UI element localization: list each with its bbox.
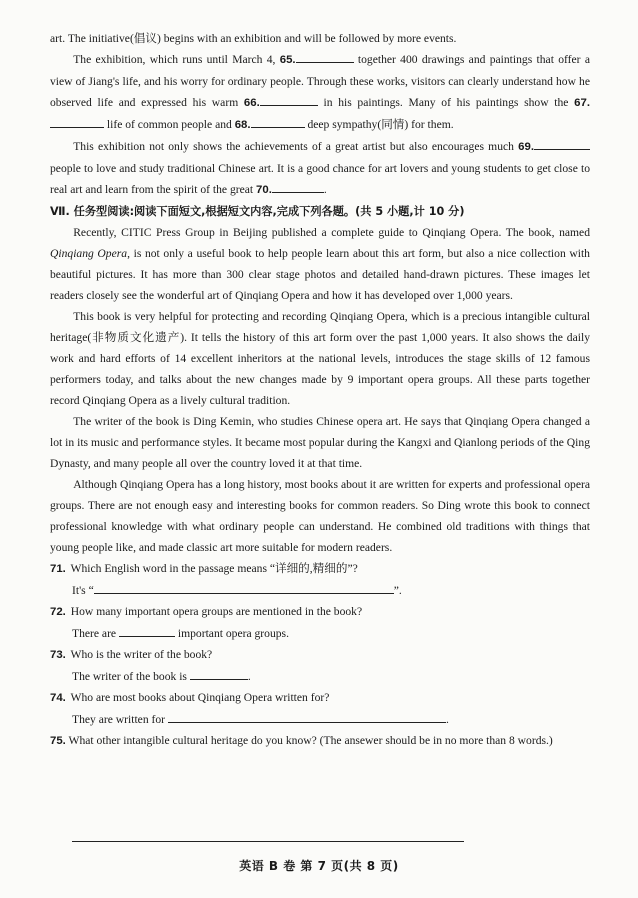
question-text: Who is the writer of the book?	[70, 648, 213, 661]
text: people to love and study traditional Chinese art. It is a good chance for art lovers and young students to get close to real art and learn from the spirit of the great	[50, 162, 590, 196]
answer-line-71	[50, 580, 590, 601]
paragraph-achievements	[50, 136, 590, 201]
question-text: How many important opera groups are mentioned in the book?	[70, 605, 363, 618]
text: Recently, CITIC Press Group in Beijing published a complete guide to Qinqiang Opera. The book, named	[73, 226, 590, 239]
question-73	[50, 644, 590, 666]
question-text: What other intangible cultural heritage do you know? (The ansewer should be in no more than 8 words.)	[68, 734, 553, 747]
text: .	[323, 183, 327, 196]
reading-paragraph-1	[50, 222, 590, 306]
answer-blank-65[interactable]	[296, 50, 354, 63]
blank-number-66: 66.	[243, 97, 260, 109]
answer-suffix: .	[445, 713, 449, 726]
question-text: Which English word in the passage means “详细的,精细的”?	[70, 562, 358, 575]
answer-prefix: It's “	[72, 584, 94, 597]
page-footer: 英语 B 卷 第 7 页(共 8 页)	[239, 859, 399, 873]
continued-line: art. The initiative(倡议) begins with an exhibition and will be followed by more events.	[50, 32, 457, 45]
answer-blank-74[interactable]	[168, 710, 446, 723]
answer-suffix: important opera groups.	[174, 627, 289, 640]
answer-blank-72[interactable]	[119, 624, 175, 637]
answer-blank-71[interactable]	[94, 581, 394, 594]
answer-blank-73[interactable]	[190, 667, 248, 680]
book-title: Qinqiang Opera	[50, 247, 128, 260]
answer-line-74	[50, 709, 590, 730]
question-text: Who are most books about Qinqiang Opera written for?	[70, 691, 330, 704]
answer-line-72	[50, 623, 590, 644]
question-number: 75.	[50, 735, 66, 747]
question-75	[50, 730, 590, 752]
text: , is not only a useful book to help people learn about this art form, but also a nice collection with beautiful pictures. It has more than 300 clear stage photos and detailed hand-drawn pictures. These images let readers closely see the wonderful art of Qinqiang Opera and how it has developed over 1,000 years.	[50, 247, 590, 302]
question-number: 73.	[50, 649, 66, 661]
text: life of common people and	[104, 118, 235, 131]
reading-paragraph-2: This book is very helpful for protecting and recording Qinqiang Opera, which is a precious intangible cultural heritage(非物质文化遗产). It tells the history of this art form over the past 1,000 years. It also shows the daily work and hard efforts of 14 excellent inheritors at the national levels, introduces the stage skills of 12 famous performers today, and talks about the new changes made by 9 important opera groups. All these parts together record Qinqiang Opera as a lively cultural tradition.	[50, 310, 590, 407]
blank-number-67: 67.	[574, 97, 591, 109]
answer-blank-67[interactable]	[50, 115, 104, 128]
question-74	[50, 687, 590, 709]
question-number: 71.	[50, 563, 66, 575]
answer-line-73	[50, 666, 590, 687]
text: together 400 drawings and paintings that offer a view of Jiang's life, and his worry for ordinary people. Through these works, visitors can clearly understand how he observed life and expressed his warm	[50, 53, 590, 109]
answer-blank-70[interactable]	[272, 180, 324, 193]
question-72	[50, 601, 590, 623]
answer-suffix: ”.	[393, 584, 402, 597]
paragraph-exhibition	[50, 49, 590, 136]
text: The exhibition, which runs until March 4,	[73, 53, 280, 66]
answer-prefix: There are	[72, 627, 119, 640]
answer-blank-66[interactable]	[260, 93, 318, 106]
answer-blank-68[interactable]	[251, 115, 305, 128]
blank-number-69: 69.	[518, 141, 534, 153]
answer-prefix: They are written for	[72, 713, 168, 726]
section-title: Ⅶ. 任务型阅读:阅读下面短文,根据短文内容,完成下列各题。(共 5 小题,计 10 分)	[50, 205, 465, 218]
reading-paragraph-3: The writer of the book is Ding Kemin, who studies Chinese opera art. He says that Qinqiang Opera changed a lot in its music and performance styles. It became most popular during the Kangxi and Qianlong periods of the Qing Dynasty, and many people all over the country loved it at that time.	[50, 415, 590, 470]
reading-paragraph-4: Although Qinqiang Opera has a long history, most books about it are written for experts and professional opera groups. There are not enough easy and interesting books for common readers. So Ding wrote this book to connect professional knowledge with what ordinary people can understand. He combined old traditions with things that young people like, and made classic art more suitable for modern readers.	[50, 478, 590, 554]
text: This exhibition not only shows the achievements of a great artist but also encourages much	[73, 140, 519, 153]
answer-prefix: The writer of the book is	[72, 670, 190, 683]
blank-number-68: 68.	[234, 119, 251, 131]
answer-suffix: .	[247, 670, 251, 683]
question-71	[50, 558, 590, 580]
answer-blank-69[interactable]	[534, 137, 590, 150]
blank-number-65: 65.	[279, 54, 296, 66]
answer-line-75[interactable]	[72, 841, 464, 842]
passage-continued	[50, 28, 590, 752]
blank-number-70: 70.	[256, 184, 272, 196]
text: deep sympathy(同情) for them.	[304, 118, 454, 131]
question-number: 74.	[50, 692, 66, 704]
question-number: 72.	[50, 606, 66, 618]
text: in his paintings. Many of his paintings show the	[317, 96, 575, 109]
